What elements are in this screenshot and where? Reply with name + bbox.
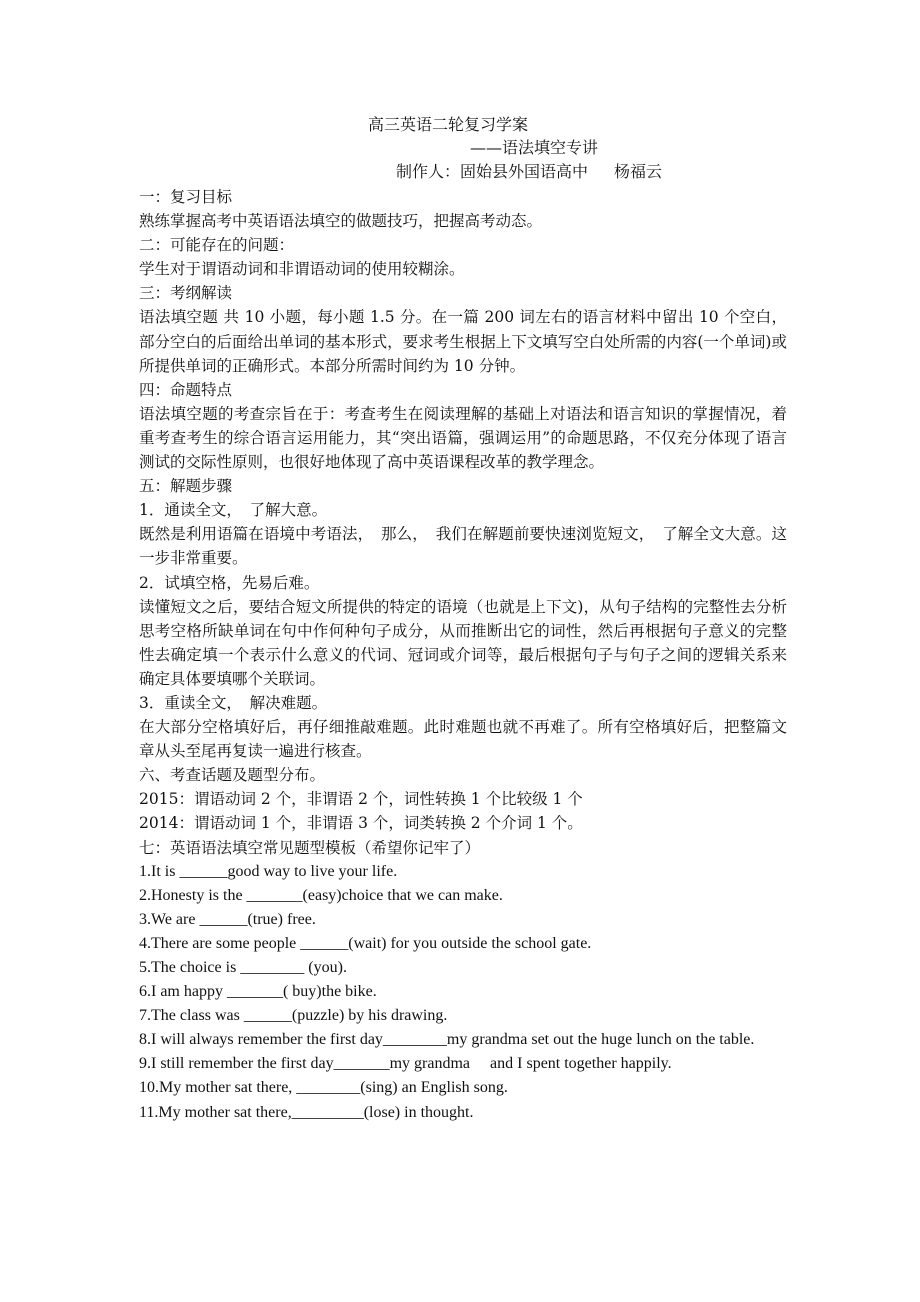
exercise-item: 1.It is ______good way to live your life. — [139, 862, 398, 880]
step-1-heading: 1．通读全文， 了解大意。 — [139, 501, 328, 520]
exercise-item: 7.The class was ______(puzzle) by his drawing. — [139, 1007, 448, 1025]
document-title: 高三英语二轮复习学案 — [368, 115, 529, 134]
section-heading-goals: 一：复习目标 — [139, 188, 233, 206]
author-line — [396, 161, 662, 183]
topics-2015: 2015：谓语动词 2 个，非谓语 2 个，词性转换 1 个比较级 1 个 — [139, 790, 583, 809]
exercise-item: 9.I still remember the first day_______my grandma and I spent together happily. — [139, 1055, 672, 1073]
document-subtitle: ——语法填空专讲 — [470, 138, 599, 157]
step-3-text: 在大部分空格填好后，再仔细推敲难题。此时难题也就不再难了。所有空格填好后，把整篇文章从头至尾再复读一遍进行核查。 — [139, 718, 787, 761]
section-text-problems: 学生对于谓语动词和非谓语动词的使用较糊涂。 — [139, 260, 465, 279]
exercise-item: 5.The choice is ________ (you). — [139, 959, 347, 976]
exercise-item: 2.Honesty is the _______(easy)choice that we can make. — [139, 886, 503, 904]
section-heading-steps: 五：解题步骤 — [139, 477, 233, 496]
section-heading-syllabus: 三：考纲解读 — [139, 284, 233, 303]
author-name: 杨福云 — [614, 162, 663, 181]
section-text-syllabus: 语法填空题 共 10 小题，每小题 1.5 分。在一篇 200 词左右的语言材料中留出 10 个空白，部分空白的后面给出单词的基本形式，要求考生根据上下文填写空白处所需的内容(一个单词)或所提供单词的正确形式。本部分所需时间约为 10 分钟。 — [139, 308, 787, 375]
section-heading-topics: 六、考查话题及题型分布。 — [139, 766, 326, 785]
section-heading-problems: 二：可能存在的问题： — [139, 236, 295, 255]
exercise-item: 11.My mother sat there,_________(lose) in thought. — [139, 1103, 474, 1121]
section-text-features: 语法填空题的考查宗旨在于：考查考生在阅读理解的基础上对语法和语言知识的掌握情况，着重考查考生的综合语言运用能力，其“突出语篇，强调运用”的命题思路，不仅充分体现了语言测试的交际性原则，也很好地体现了高中英语课程改革的教学理念。 — [139, 404, 787, 472]
step-2-heading: 2．试填空格，先易后难。 — [139, 573, 320, 592]
author-label: 制作人：固始县外国语高中 — [396, 162, 589, 181]
step-1-text: 既然是利用语篇在语境中考语法， 那么， 我们在解题前要快速浏览短文， 了解全文大意。这一步非常重要。 — [139, 525, 787, 568]
exercise-item: 6.I am happy _______( buy)the bike. — [139, 983, 377, 1001]
step-3-heading: 3．重读全文， 解决难题。 — [139, 693, 328, 712]
section-heading-features: 四：命题特点 — [139, 380, 233, 399]
section-text-goals: 熟练掌握高考中英语语法填空的做题技巧，把握高考动态。 — [139, 212, 543, 231]
exercise-item: 10.My mother sat there, ________(sing) an English song. — [139, 1079, 508, 1097]
topics-2014: 2014：谓语动词 1 个，非谓语 3 个，词类转换 2 个介词 1 个。 — [139, 814, 583, 833]
exercise-item: 3.We are ______(true) free. — [139, 910, 316, 928]
exercise-item: 4.There are some people ______(wait) for you outside the school gate. — [139, 934, 592, 952]
document-body — [139, 185, 787, 1125]
section-heading-templates: 七：英语语法填空常见题型模板（希望你记牢了） — [139, 838, 481, 857]
exercise-item: 8.I will always remember the first day________my grandma set out the huge lunch on the table. — [139, 1031, 755, 1049]
step-2-text: 读懂短文之后，要结合短文所提供的特定的语境（也就是上下文)，从句子结构的完整性去分析思考空格所缺单词在句中作何种句子成分，从而推断出它的词性，然后再根据句子意义的完整性去确定填一个表示什么意义的代词、冠词或介词等，最后根据句子与句子之间的逻辑关系来确定具体要填哪个关联词。 — [139, 597, 787, 688]
exercise-list — [139, 860, 787, 1125]
